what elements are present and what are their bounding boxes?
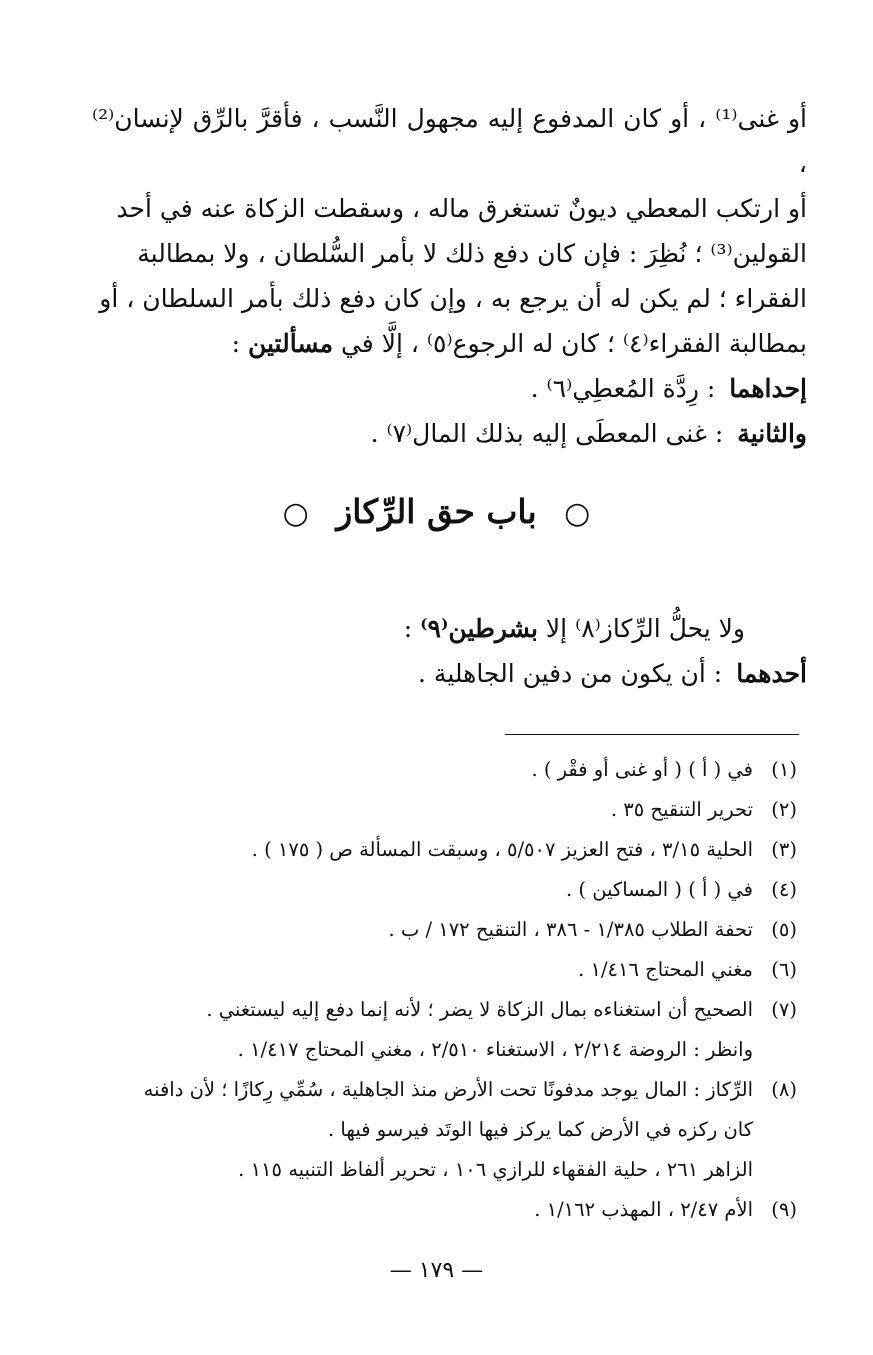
footnote-line: تحفة الطلاب ١/٣٨٥ - ٣٨٦ ، التنقيح ١٧٢ / ب . (388, 918, 753, 941)
footnote-line: الأم ٢/٤٧ ، المهذب ١/١٦٢ . (534, 1198, 753, 1221)
emphasis-term: بشرطين⁽٩⁾ (420, 614, 538, 643)
footnote-line: تحرير التنقيح ٣٥ . (610, 798, 753, 821)
section-text-run: ولا يحلُّ الرِّكاز⁽٨⁾ إلا (545, 614, 745, 643)
chapter-heading (0, 492, 873, 531)
footnote-number: (١) (771, 758, 797, 781)
colon: : (231, 329, 241, 358)
body-text: بمطالبة الفقراء⁽٤⁾ ؛ كان له الرجوع⁽٥⁾ ، إلَّا في (340, 329, 807, 358)
section-text (92, 606, 807, 696)
footnote-line: الصحيح أن استغناءه بمال الزكاة لا يضر ؛ لأنه إنما دفع إليه ليستغني . (206, 998, 753, 1021)
footnote-text (100, 830, 753, 870)
footnote-number: (٦) (771, 958, 797, 981)
footnote (100, 870, 797, 910)
footnote-text (100, 1070, 753, 1190)
footnote-line: الرِّكاز : المال يوجد مدفونًا تحت الأرض منذ الجاهلية ، سُمِّي رِكازًا ؛ لأن دافنه (143, 1078, 753, 1101)
footnote (100, 990, 797, 1070)
footnote (100, 790, 797, 830)
footnote (100, 1070, 797, 1190)
footnote-line: في ( أ ) ( المساكين ) . (566, 878, 753, 901)
footnote-text (100, 950, 753, 990)
footnote-text (100, 990, 753, 1070)
footnote-number: (٥) (771, 918, 797, 941)
issue-text: : غنى المعطَى إليه بذلك المال⁽٧⁾ . (370, 419, 724, 448)
footnote (100, 750, 797, 790)
issue-second (92, 411, 807, 456)
footnote-line: الحلية ٣/١٥ ، فتح العزيز ٥/٥٠٧ ، وسبقت المسألة ص ( ١٧٥ ) . (251, 838, 753, 861)
footnote-text (100, 910, 753, 950)
footnotes (100, 750, 797, 1230)
section-intro (92, 606, 807, 651)
footnote (100, 830, 797, 870)
body-line: أو غنى⁽¹⁾ ، أو كان المدفوع إليه مجهول النَّسب ، فأقرَّ بالرِّق لإنسان⁽²⁾ ، (92, 104, 808, 178)
footnote-text (100, 1190, 753, 1230)
footnote-line: مغني المحتاج ١/٤١٦ . (578, 958, 753, 981)
chapter-title: باب حق الرِّكاز (336, 492, 537, 531)
body-line: أو ارتكب المعطي ديونٌ تستغرق ماله ، وسقطت الزكاة عنه في أحد (116, 194, 807, 223)
footnote-number: (٨) (771, 1078, 797, 1101)
footnote (100, 910, 797, 950)
footnote-separator (505, 734, 799, 735)
circle-ornament-icon: ○ (282, 496, 309, 531)
condition-text: : أن يكون من دفين الجاهلية . (418, 659, 723, 688)
condition-first (92, 651, 807, 696)
body-line (92, 321, 807, 366)
body-line: القولين⁽³⁾ ؛ نُظِرَ : فإن كان دفع ذلك لا بأمر السُّلطان ، ولا بمطالبة (137, 239, 807, 268)
footnote-line: وانظر : الروضة ٢/٢١٤ ، الاستغناء ٢/٥١٠ ، مغني المحتاج ١/٤١٧ . (237, 1038, 753, 1061)
footnote-text (100, 790, 753, 830)
main-text (92, 96, 807, 456)
footnote-line: في ( أ ) ( أو غنى أو فقْر ) . (531, 758, 753, 781)
footnote-number: (٧) (771, 998, 797, 1021)
issue-text: : رِدَّة المُعطِي⁽٦⁾ . (530, 374, 716, 403)
footnote-line: كان ركزه في الأرض كما يركز فيها الوتَد فيرسو فيها . (328, 1118, 753, 1141)
footnote-number: (٢) (771, 798, 797, 821)
condition-label: أحدهما (736, 659, 807, 688)
colon: : (403, 614, 413, 643)
emphasis-term: مسألتين (247, 329, 334, 358)
footnote-line: الزاهر ٢٦١ ، حلية الفقهاء للرازي ١٠٦ ، تحرير ألفاظ التنبيه ١١٥ . (238, 1158, 753, 1181)
footnote-text (100, 750, 753, 790)
footnote-text (100, 870, 753, 910)
page-number: — ١٧٩ — (389, 1258, 484, 1283)
circle-ornament-icon: ○ (564, 496, 591, 531)
body-line: الفقراء ؛ لم يكن له أن يرجع به ، وإن كان دفع ذلك بأمر السلطان ، أو (99, 284, 807, 313)
footnote (100, 1190, 797, 1230)
issue-label: إحداهما (729, 374, 807, 403)
footnote-number: (٣) (771, 838, 797, 861)
footnote-number: (٤) (771, 878, 797, 901)
issue-first (92, 366, 807, 411)
footnote (100, 950, 797, 990)
issue-label: والثانية (737, 419, 807, 448)
footnote-number: (٩) (771, 1198, 797, 1221)
